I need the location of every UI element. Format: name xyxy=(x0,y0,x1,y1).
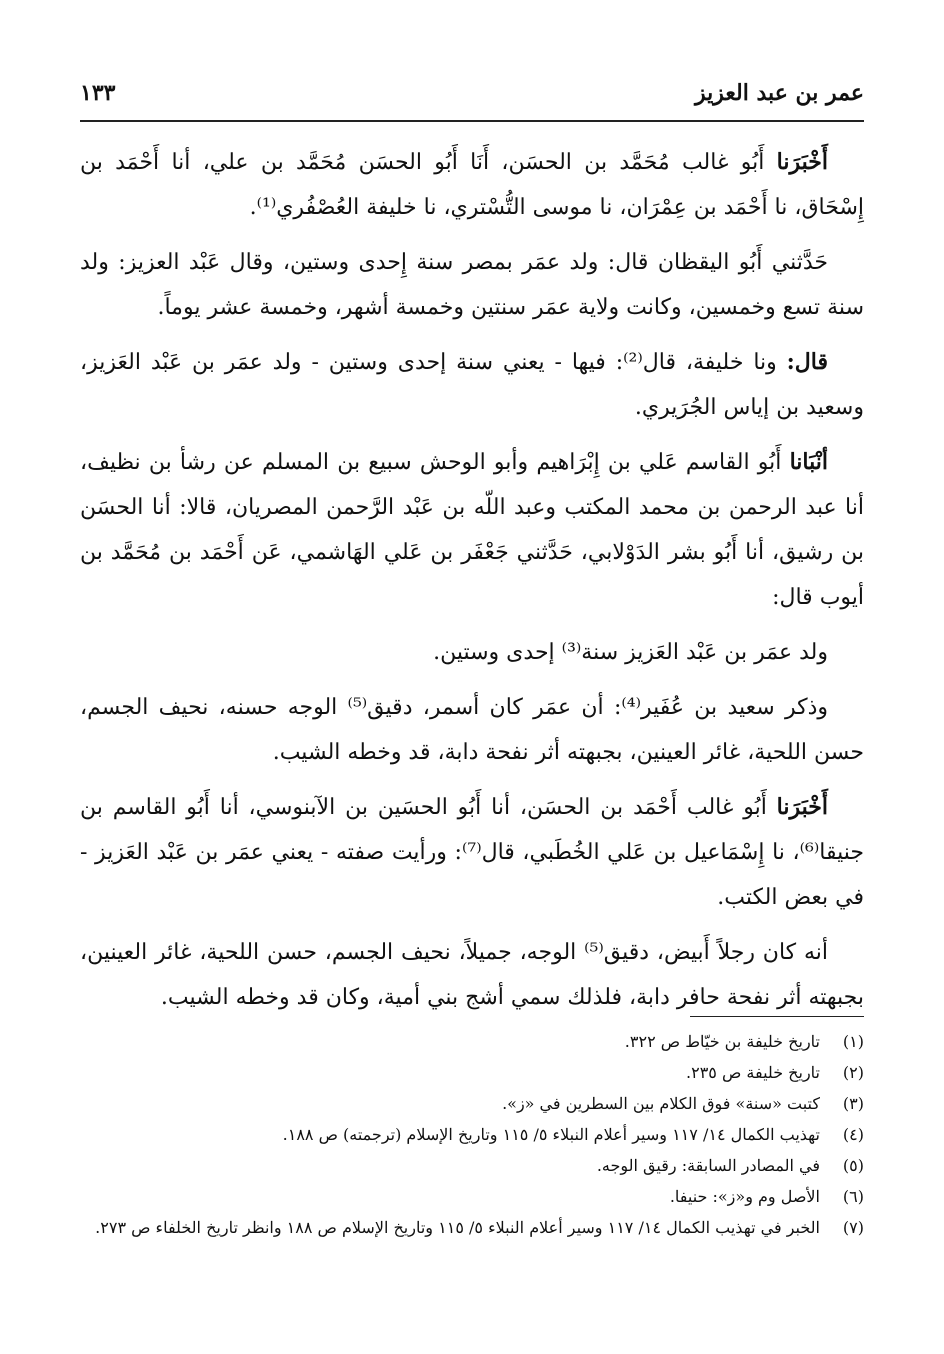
paragraph-lead: أَخْبَرَنا xyxy=(776,794,828,820)
footnote-number: (١) xyxy=(842,1032,864,1051)
paragraph-1 xyxy=(80,140,864,230)
footnote xyxy=(80,1212,864,1243)
paragraph-5 xyxy=(80,630,864,675)
footnote-number: (٧) xyxy=(842,1218,864,1237)
footnote xyxy=(80,1057,864,1088)
footnote xyxy=(80,1026,864,1057)
paragraph-lead: أَخْبَرَنا xyxy=(776,149,828,175)
main-text xyxy=(80,140,864,1030)
paragraph-6 xyxy=(80,685,864,775)
paragraph-text: أَبُو غالب مُحَمَّد بن الحسَن، أَنَا أَبُو الحسَن مُحَمَّد بن علي، أنا أَحْمَد بن إِسْحَاق، نا أَحْمَد بن عِمْرَان، نا موسى التُّسْتري، نا خليفة العُصْفُري⁽¹⁾. xyxy=(80,150,864,220)
paragraph-text: ونا خليفة، قال⁽²⁾: فيها - يعني سنة إحدى وستين - ولد عمَر بن عَبْد العَزيز، وسعيد بن إياس الجُرَيري. xyxy=(80,350,864,420)
footnote-text: تاريخ خليفة بن خيّاط ص ٣٢٢. xyxy=(624,1032,820,1051)
footnotes xyxy=(80,1026,864,1243)
footnote-separator xyxy=(690,1016,864,1017)
footnote-text: تاريخ خليفة ص ٢٣٥. xyxy=(686,1063,820,1082)
paragraph-lead: قال: xyxy=(786,349,828,375)
paragraph-4 xyxy=(80,440,864,620)
footnote-number: (٢) xyxy=(842,1063,864,1082)
footnote-text: كتبت «سنة» فوق الكلام بين السطرين في «ز». xyxy=(502,1094,820,1113)
footnote-number: (٦) xyxy=(842,1187,864,1206)
paragraph-text: حَدَّثني أَبُو اليقظان قال: ولد عمَر بمصر سنة إِحدى وستين، وقال عَبْد العزيز: ولد سنة تسع وخمسين، وكانت ولاية عمَر سنتين وخمسة أشهر، وخمسة عشر يوماً. xyxy=(80,250,864,320)
paragraph-text: وذكر سعيد بن عُفَير⁽⁴⁾: أن عمَر كان أسمر، دقيق⁽⁵⁾ الوجه حسنه، نحيف الجسم، حسن اللحية، غائر العينين، بجبهته أثر نفحة دابة، قد وخطه الشيب. xyxy=(80,695,864,765)
paragraph-text: أنه كان رجلاً أَبيض، دقيق⁽⁵⁾ الوجه، جميلاً، نحيف الجسم، حسن اللحية، غائر العينين، بجبهته أثر نفحة حافر دابة، فلذلك سمي أشج بني أمية، وكان قد وخطه الشيب. xyxy=(80,940,864,1010)
footnote-number: (٤) xyxy=(842,1125,864,1144)
footnote-number: (٣) xyxy=(842,1094,864,1113)
footnote xyxy=(80,1150,864,1181)
footnote-text: في المصادر السابقة: رقيق الوجه. xyxy=(596,1156,820,1175)
paragraph-3 xyxy=(80,340,864,430)
paragraph-text: ولد عمَر بن عَبْد العَزيز سنة⁽³⁾ إحدى وستين. xyxy=(433,640,828,665)
page-number: ١٣٣ xyxy=(80,80,116,106)
footnote xyxy=(80,1088,864,1119)
paragraph-7 xyxy=(80,785,864,920)
footnote xyxy=(80,1181,864,1212)
paragraph-text: أَبُو غالب أَحْمَد بن الحسَن، أنا أَبُو الحسَين بن الآبنوسي، أنا أَبُو القاسم بن جنيقا⁽⁶⁾، نا إِسْمَاعيل بن عَلي الخُطَبي، قال⁽⁷⁾: ورأيت صفته - يعني عمَر بن عَبْد العَزيز - في بعض الكتب. xyxy=(80,795,864,910)
paragraph-text: أَبُو القاسم عَلي بن إِبْرَاهيم وأبو الوحش سبيع بن المسلم عن رشأ بن نظيف، أنا عبد الرحمن بن محمد المكتب وعبد اللّه بن عَبْد الرَّحمن المصريان، قالا: أنا الحسَن بن رشيق، أنا أَبُو بشر الدَوْلابي، حَدَّثني جَعْفَر بن عَلي الهَاشمي، عَن أَحْمَد بن مُحَمَّد بن أيوب قال: xyxy=(80,450,864,610)
footnote-text: الخبر في تهذيب الكمال ١٤/ ١١٧ وسير أعلام النبلاء ٥/ ١١٥ وتاريخ الإسلام ص ١٨٨ وانظر تاريخ الخلفاء ص ٢٧٣. xyxy=(95,1218,820,1237)
running-title: عمر بن عبد العزيز xyxy=(695,80,864,106)
page-header xyxy=(80,78,864,122)
footnote-number: (٥) xyxy=(842,1156,864,1175)
paragraph-2 xyxy=(80,240,864,330)
footnote-text: الأصل وم و«ز»: حنيفا. xyxy=(669,1187,820,1206)
footnote xyxy=(80,1119,864,1150)
paragraph-8 xyxy=(80,930,864,1020)
footnote-text: تهذيب الكمال ١٤/ ١١٧ وسير أعلام النبلاء ٥/ ١١٥ وتاريخ الإسلام (ترجمته) ص ١٨٨. xyxy=(282,1125,820,1144)
paragraph-lead: أنْبَانا xyxy=(789,449,828,475)
